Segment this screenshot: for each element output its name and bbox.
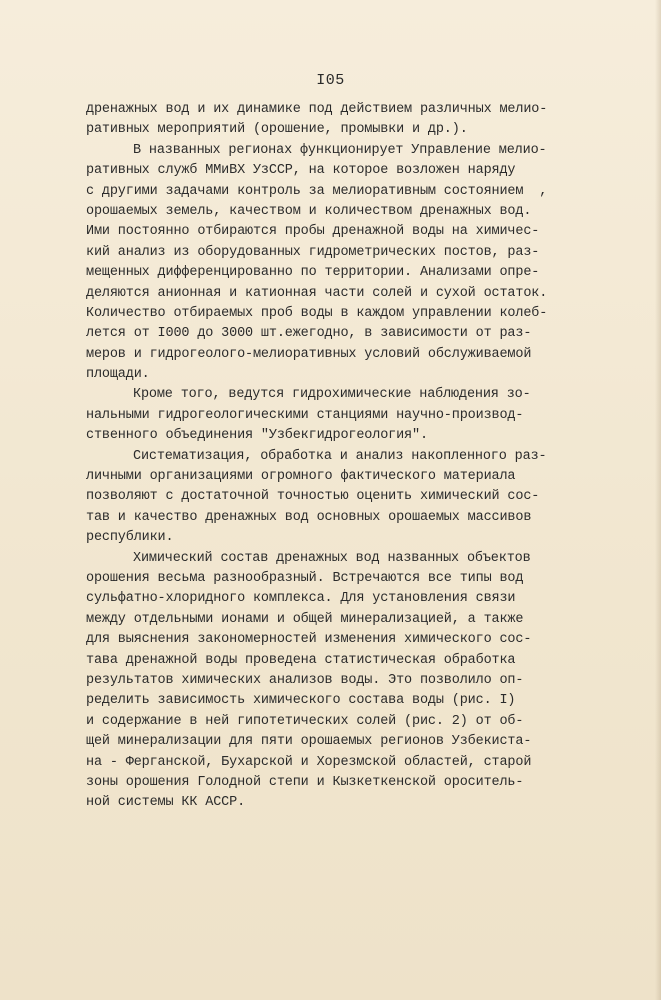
text-line: меров и гидрогеолого-мелиоративных условий обслуживаемой xyxy=(86,346,532,362)
text-line: позволяют с достаточной точностью оценить химический сос- xyxy=(86,489,540,505)
page-edge-shadow xyxy=(655,0,661,1000)
text-line: ративных мероприятий (орошение, промывки и др.). xyxy=(86,122,468,138)
text-line: орошения весьма разнообразный. Встречаются все типы вод xyxy=(86,570,524,586)
text-line: для выяснения закономерностей изменения химического сос- xyxy=(86,632,532,648)
text-line: деляются анионная и катионная части солей и сухой остаток. xyxy=(86,285,548,301)
text-line: нальными гидрогеологическими станциями научно-производ- xyxy=(86,407,524,423)
text-line: орошаемых земель, качеством и количеством дренажных вод. xyxy=(86,203,532,219)
text-line: ределить зависимость химического состава воды (рис. I) xyxy=(86,693,516,709)
text-line: В названных регионах функционирует Управление мелио- xyxy=(133,142,547,158)
paragraph-4 xyxy=(86,447,556,549)
text-line: Систематизация, обработка и анализ накопленного раз- xyxy=(133,448,547,464)
document-body xyxy=(86,100,556,814)
text-line: результатов химических анализов воды. Это позволило оп- xyxy=(86,672,524,688)
text-line: ной системы КК АССР. xyxy=(86,795,246,811)
text-line: с другими задачами контроль за мелиоративным состоянием , xyxy=(86,183,548,199)
text-line: мещенных дифференцированно по территории. Анализами опре- xyxy=(86,265,540,281)
text-line: сульфатно-хлоридного комплекса. Для установления связи xyxy=(86,591,516,607)
text-line: площади. xyxy=(86,367,150,383)
text-line: личными организациями огромного фактического материала xyxy=(86,469,516,485)
text-line: Ими постоянно отбираются пробы дренажной воды на химичес- xyxy=(86,224,540,240)
text-line: дренажных вод и их динамике под действием различных мелио- xyxy=(86,102,548,117)
text-line: Кроме того, ведутся гидрохимические наблюдения зо- xyxy=(133,387,531,403)
text-line: тава дренажной воды проведена статистическая обработка xyxy=(86,652,516,668)
text-line: Химический состав дренажных вод названных объектов xyxy=(133,550,531,566)
text-line: республики. xyxy=(86,530,174,546)
paragraph-5 xyxy=(86,549,556,814)
text-line: кий анализ из оборудованных гидрометрических постов, раз- xyxy=(86,244,540,260)
text-line: и содержание в ней гипотетических солей (рис. 2) от об- xyxy=(86,713,524,729)
paragraph-3 xyxy=(86,385,556,446)
text-line: Количество отбираемых проб воды в каждом управлении колеб- xyxy=(86,305,548,321)
paragraph-1 xyxy=(86,100,556,141)
text-line: щей минерализации для пяти орошаемых регионов Узбекиста- xyxy=(86,734,532,750)
text-line: тав и качество дренажных вод основных орошаемых массивов xyxy=(86,509,532,525)
text-line: лется от I000 до 3000 шт.ежегодно, в зависимости от раз- xyxy=(86,326,532,342)
text-line: ственного объединения "Узбекгидрогеология". xyxy=(86,428,428,444)
page-number: I05 xyxy=(316,72,345,89)
text-line: на - Ферганской, Бухарской и Хорезмской областей, старой xyxy=(86,754,532,770)
text-line: зоны орошения Голодной степи и Кызкеткенской ороситель- xyxy=(86,774,524,790)
text-line: между отдельными ионами и общей минерализацией, а также xyxy=(86,611,524,627)
text-line: ративных служб ММиВХ УзССР, на которое возложен наряду xyxy=(86,163,516,179)
paragraph-2 xyxy=(86,141,556,386)
